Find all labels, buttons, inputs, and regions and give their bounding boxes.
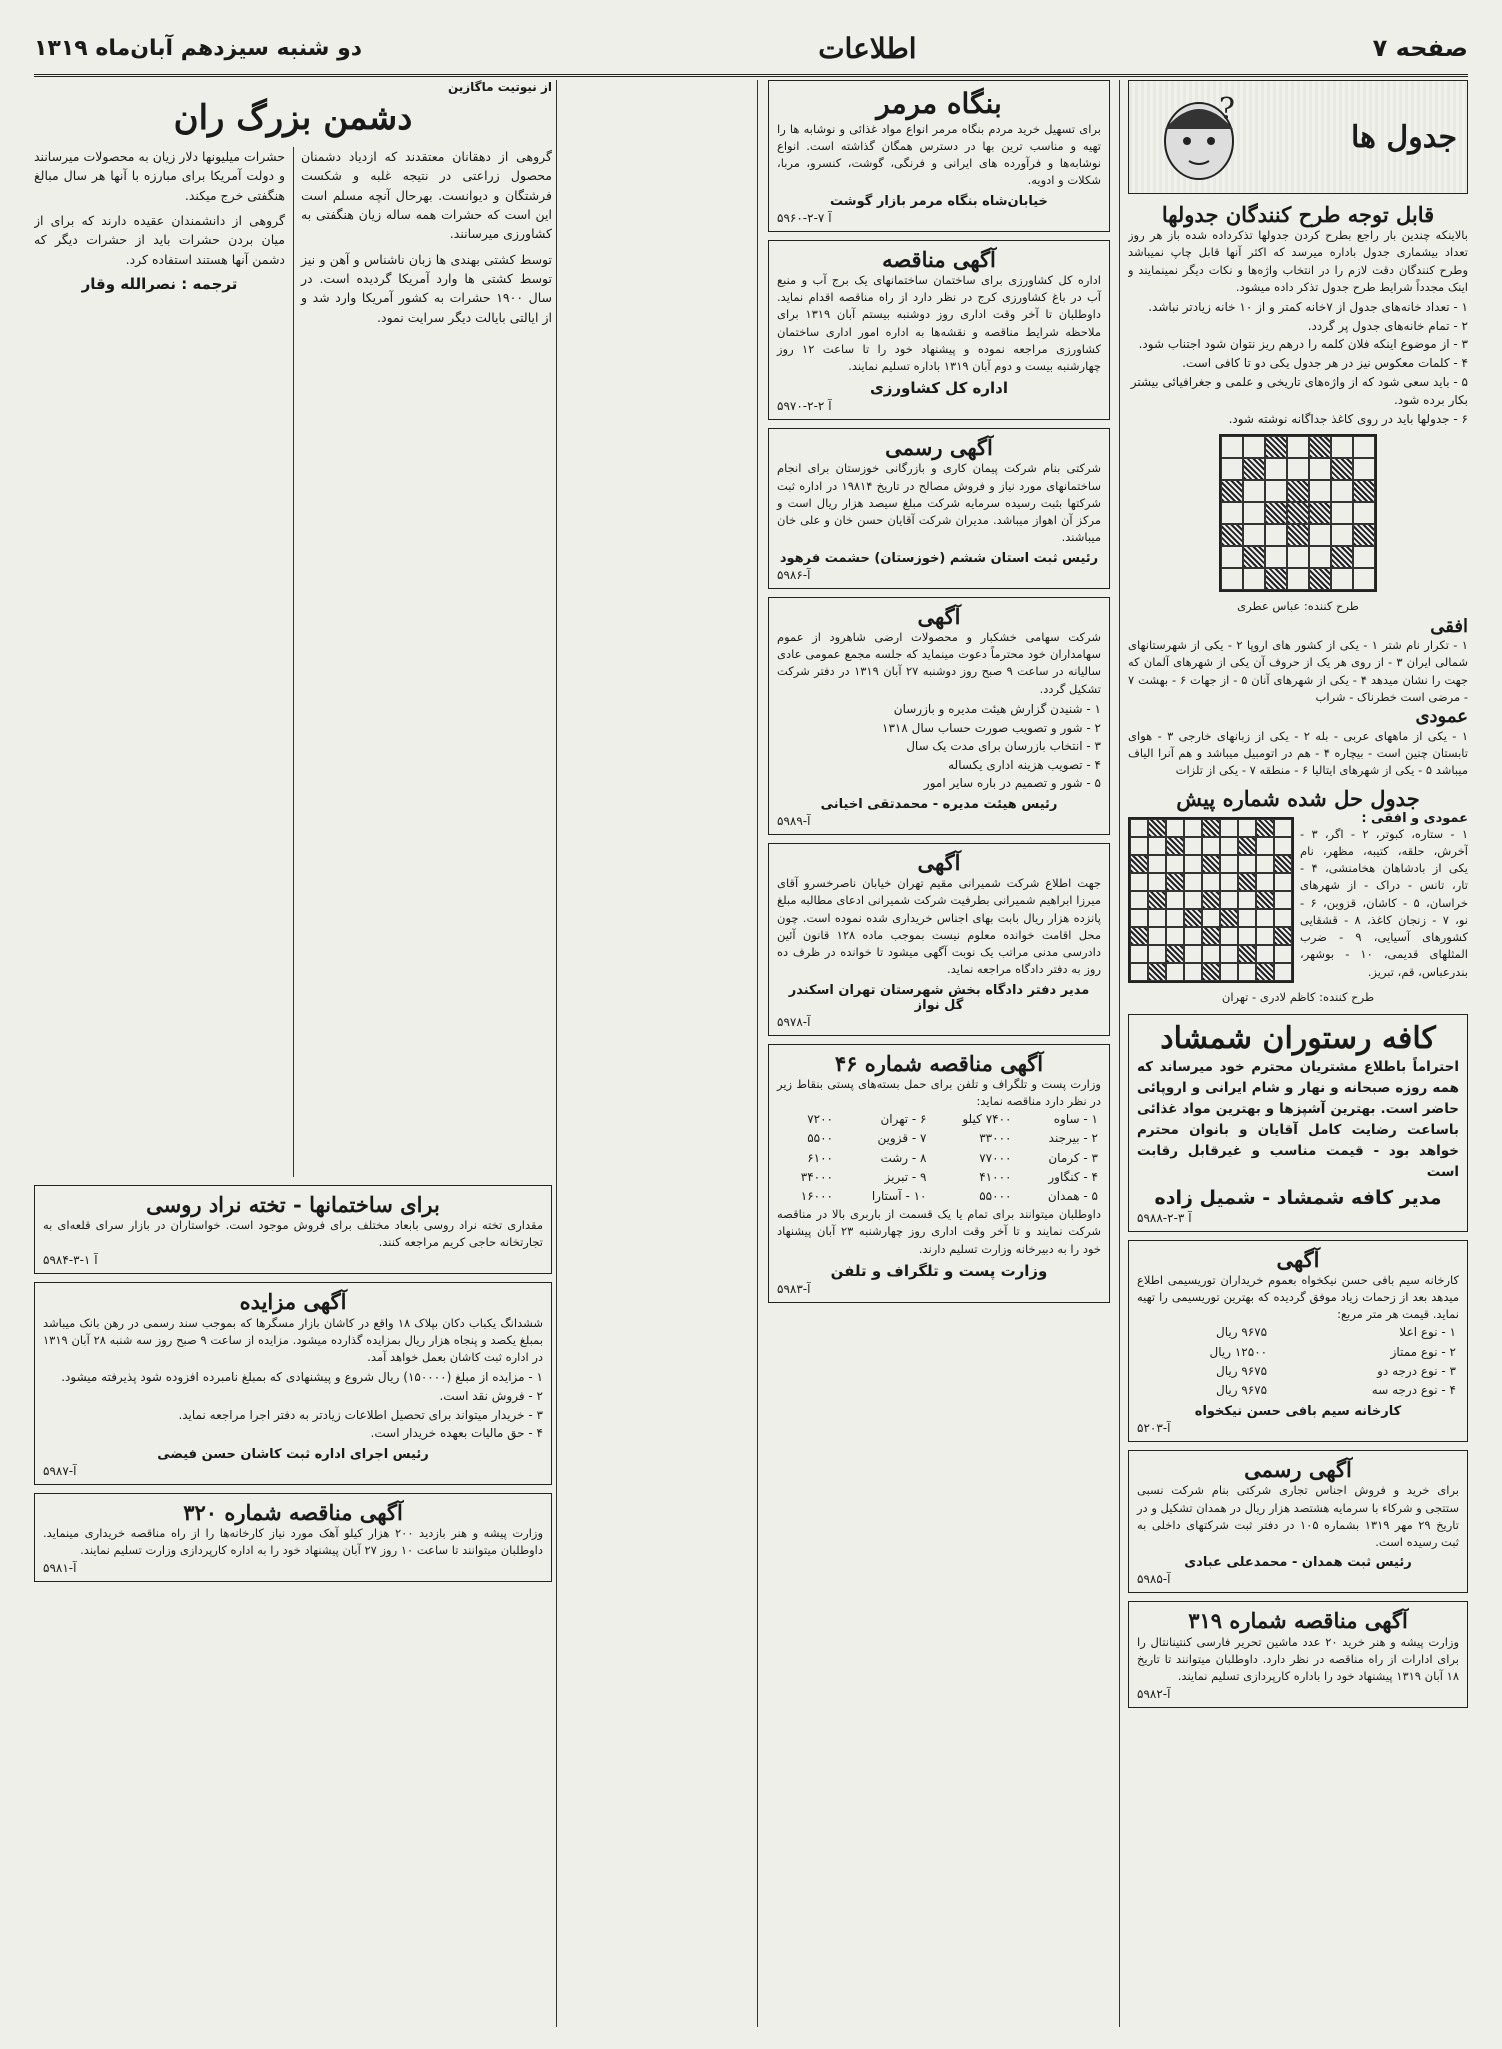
crossword-banner-title: جدول ها: [1351, 119, 1457, 155]
official-notice-2: [1128, 1450, 1468, 1593]
crossword-grid: [1219, 434, 1377, 592]
tender-46-signature: وزارت پست و تلگراف و تلفن: [830, 1261, 1048, 1280]
crossword-notice: [1128, 202, 1468, 428]
auction-term: ۴ - حق مالیات بعهده خریدار است.: [370, 1426, 543, 1441]
general-meeting-signature: رئیس هیئت مدیره - محمدتقی اخیانی: [820, 796, 1058, 812]
agriculture-tender-title: آگهی مناقصه: [882, 246, 996, 272]
shemirani-title: آگهی: [917, 849, 961, 875]
page-number: صفحه ۷: [1372, 34, 1468, 62]
agriculture-tender-code: ۵۹۷۰-آ ۲-۲: [777, 399, 832, 414]
agenda-item: ۳ - انتخاب بازرسان برای مدت یک سال: [906, 739, 1101, 754]
marble-title: بنگاه مرمر: [876, 87, 1002, 120]
article-paragraph: گروهی از دانشمندان عقیده دارند که برای از میان بردن حشرات باید از حشرات دیگر که دشمن آنها هستند استفاده کرد.: [34, 212, 285, 267]
cafe-body: احتراماً باطلاع مشتریان محترم خود میرساند که همه روزه صبحانه و نهار و شام ایرانی و اروپائی حاضر است. بهترین آشپزها و بهترین مواد غذائی باساعت رضایت کامل آقایان و بانوان محترم خواهد بود - قیمت مناسب و غیرقابل رقابت است: [1137, 1058, 1459, 1180]
official-notice-2-signature: رئیس ثبت همدان - محمدعلی عبادی: [1184, 1555, 1412, 1571]
solved-body: ۱ - ستاره، کبوتر، ۲ - اگر، ۳ - آخرش، حلقه، کتیبه، مظهر، نام یکی از بادشاهان هخامنشی، ۴ - تار، تانس - دراک - از شهرهای خراسان، ۵ - کاشان، قزوین، ۶ - نو، ۷ - زنجان کاغذ، ۸ - قشقایی کشورهای آسیایی، ۹ - ضرب المثلهای قدیمی، ۱۰ - بوشهر، بندرعباس، قم، تبریز.: [1300, 826, 1468, 979]
marble-address: خیابان‌شاه بنگاه مرمر بازار گوشت: [830, 193, 1048, 209]
agriculture-tender-signature: اداره کل کشاورزی: [870, 379, 1008, 398]
factory-body: کارخانه سیم بافی حسن نیکخواه بعموم خریداران توریسیمی اطلاع میدهد بعد از زحمات زیاد موفق گردیده که بهترین توریسیمی را تهیه نماید. قیمت هر متر مربع:: [1137, 1272, 1459, 1322]
article-body: [34, 147, 552, 1177]
horizontal-clues: ۱ - تکرار نام شتر ۱ - یکی از کشور های اروپا ۲ - یکی از شهرستانهای شمالی ایران ۳ - از روی هر یک از حروف آن یکی از شهرهای آلمان که جهت را نشان میدهد ۴ - یکی از شهرهای آنان ۵ - از جهات ۶ - بهشت ۷ - مرضی است خطرناک - شراب: [1128, 638, 1468, 704]
price-row: ۱ - نوع اعلا ۹۶۷۵ ریال: [1215, 1325, 1456, 1340]
solved-heading: عمودی و افقی :: [1361, 810, 1468, 826]
cafe-signature: مدیر کافه شمشاد - شمیل زاده: [1154, 1186, 1442, 1209]
solved-designer: طرح کننده: کاظم لادری - تهران: [1221, 989, 1375, 1004]
price-row: ۲ - نوع ممتاز ۱۲۵۰۰ ریال: [1209, 1344, 1456, 1359]
agenda-item: ۴ - تصویب هزینه اداری یکساله: [948, 757, 1101, 772]
notice-rule: ۱ - تعداد خانه‌های جدول از ۷خانه کمتر و از ۱۰ خانه زیادتر نباشد.: [1148, 300, 1468, 315]
auction-title: آگهی مزایده: [239, 1289, 347, 1315]
tender-46-code: ۵۹۸۳-آ: [777, 1281, 811, 1296]
tender-320-code: ۵۹۸۱-آ: [43, 1561, 77, 1576]
tender-320: [34, 1493, 552, 1583]
auction-signature: رئیس اجرای اداره ثبت کاشان حسن فیضی: [157, 1446, 429, 1462]
column-divider: [556, 80, 557, 2027]
shemirani-code: ۵۹۷۸-آ: [777, 1014, 811, 1029]
cafe-title: کافه رستوران شمشاد: [1160, 1020, 1436, 1056]
banner-face-illustration: [1139, 89, 1259, 185]
tender-319-title: آگهی مناقصه شماره ۳۱۹: [1188, 1608, 1408, 1634]
masthead: [34, 22, 1468, 77]
official-notice-signature: رئیس ثبت استان ششم (خوزستان) حشمت فرهود: [779, 550, 1099, 566]
factory-title: آگهی: [1276, 1246, 1320, 1272]
general-meeting: [768, 597, 1110, 835]
notice-rule: ۵ - باید سعی شود که از واژه‌های تاریخی و علمی و جغرافیائی بیشتر بکار برده شود.: [1130, 374, 1468, 408]
agriculture-tender-body: اداره کل کشاورزی برای ساختمان ساختمانهای یک برج آب و منبع آب در باغ کشاورزی کرج در نظر دارد از راه مناقصه اقدام نماید. داوطلبان تا آخر وقت اداری روز دوشنبه بیستم آبان ۱۳۱۹ برای ملاحظه شرایط مناقصه و نقشه‌ها به اداره امور اداری ساختمان کشاورزی مراجعه نموده و پیشنهاد خود را تا ساعت ۱۲ روز چهارشنبه بیست و دوم آبان ۱۳۱۹ باداره تسلیم نمایند.: [777, 272, 1101, 374]
shemirani-notice: [768, 843, 1110, 1036]
buildings-title: برای ساختمانها - تخته نراد روسی: [146, 1191, 440, 1217]
tender-46-intro: وزارت پست و تلگراف و تلفن برای حمل بسته‌های پستی بنقاط زیر در نظر دارد مناقصه نماید:: [777, 1076, 1101, 1108]
price-row: ۴ - نوع درجه سه ۹۶۷۵ ریال: [1215, 1383, 1456, 1397]
column-divider: [1119, 80, 1120, 2027]
paper-name: اطلاعات: [818, 31, 917, 65]
marble-body: برای تسهیل خرید مردم بنگاه مرمر انواع مواد غذائی و نوشابه ها را تهیه و مناسب ترین بها در دسترس همگان گذاشته است. انواع نوشابه‌ها و فرآورده های ایرانی و فرنگی، گوشت، کنسرو، مربا، شکلات و ادویه.: [777, 121, 1101, 188]
horizontal-heading: افقی: [1430, 615, 1468, 637]
table-row: ۲ - بیرجند ۳۳۰۰۰ ۷ - قزوین ۵۵۰۰: [807, 1131, 1098, 1146]
tender-319: [1128, 1601, 1468, 1708]
article-title: دشمن بزرگ ران: [173, 98, 413, 138]
official-notice-2-code: ۵۹۸۵-آ: [1137, 1572, 1171, 1587]
auction-term: ۲ - فروش نقد است.: [439, 1389, 543, 1404]
shemirani-body: جهت اطلاع شرکت شمیرانی مقیم تهران خیابان ناصرخسرو آقای میرزا ابراهیم شمیرانی بطرفیت شرکت شمیرانی ادعای مطالبه مبلغ پانزده هزار ریال بابت بهای اجناس خریداری شده نموده است. چون محل اقامت خوانده معلوم نیست بموجب ماده ۱۲۸ قانون آئین دادرسی مدنی مراتب یک نوبت آگهی میشود تا خوانده در ظرف ده روز به دفتر دادگاه مراجعه نماید.: [777, 876, 1101, 977]
tender-46-title: آگهی مناقصه شماره ۴۶: [834, 1050, 1044, 1076]
notice-rule: ۲ - تمام خانه‌های جدول پر گردد.: [1307, 318, 1468, 333]
tender-46-table: [777, 1110, 1101, 1206]
general-meeting-agenda: [777, 700, 1101, 793]
cafe-code: ۵۹۸۸-آ ۳-۲: [1137, 1210, 1192, 1225]
column-article: [34, 80, 552, 2027]
official-notice-title: آگهی رسمی: [885, 435, 993, 461]
agriculture-tender: [768, 240, 1110, 421]
table-row: ۴ - کنگاور ۴۱۰۰۰ ۹ - تبریز ۳۴۰۰۰: [800, 1169, 1098, 1184]
solved-title: جدول حل شده شماره پیش: [1176, 785, 1420, 811]
auction-term: ۳ - خریدار میتواند برای تحصیل اطلاعات زیادتر به دفتر اجرا مراجعه نماید.: [178, 1407, 543, 1422]
crossword-banner: [1128, 80, 1468, 194]
column-divider: [757, 80, 758, 2027]
agenda-item: ۵ - شور و تصمیم در باره سایر امور: [923, 776, 1101, 791]
auction-terms: [43, 1368, 543, 1442]
marble-code: ۵۹۶۰-آ ۷-۲: [777, 210, 832, 225]
price-row: ۳ - نوع درجه دو ۹۶۷۵ ریال: [1215, 1363, 1456, 1378]
general-meeting-title: آگهی: [917, 603, 961, 629]
table-row: ۱ - ساوه ۷۴۰۰ کیلو ۶ - تهران ۷۲۰۰: [807, 1112, 1098, 1127]
shemirani-signature: مدیر دفتر دادگاه بخش شهرستان تهران اسکندر گل نواز: [788, 982, 1090, 1013]
crossword-notice-title: قابل توجه طرح کنندگان جدولها: [1161, 202, 1435, 227]
notice-rule: ۳ - از موضوع اینکه فلان کلمه را درهم ریز نتوان شود اجتناب شود.: [1138, 337, 1468, 352]
crossword-designer: طرح کننده: عباس عطری: [1237, 599, 1359, 614]
crossword-notice-body: بالاینکه چندین بار راجع بطرح کردن جدولها تذکرداده شده باز هر روز تعداد بیشماری جدول باداره میرسد که اکثر آنها قابل چاپ نمیباشد وطرح کنندگان دقت لازم را در انتخاب واژه‌ها و نکات دیگر نمینمایند و اینک مجدداً شرایط طرح جدول تذکر داده میشود.: [1128, 228, 1468, 294]
auction-notice: [34, 1282, 552, 1484]
article-source: از نیوتیت ماگازین: [447, 80, 552, 94]
vertical-clues: ۱ - یکی از ماههای عربی - بله ۲ - یکی از زبانهای خارجی ۳ - هوای تابستان چنین است - بیچاره ۴ - هم در اتومبیل میباشد و هم آنرا الیاف میباشد ۵ - یکی از شهرهای ایتالیا ۶ - منطقه ۷ - یکی از تلزات: [1128, 728, 1468, 778]
article-translator: ترجمه : نصرالله وقار: [81, 275, 238, 294]
general-meeting-body: شرکت سهامی خشکبار و محصولات ارضی شاهرود از عموم سهامداران خود محترماً دعوت مینماید که جلسه مجمع عمومی عادی سالیانه در ساعت ۹ صبح روز دوشنبه ۲۷ آبان ۱۳۱۹ در دفتر شرکت تشکیل گردد.: [777, 629, 1102, 696]
notice-rule: ۶ - جدولها باید در روی کاغذ جداگانه نوشته شود.: [1228, 411, 1468, 426]
notice-rule: ۴ - کلمات معکوس نیز در هر جدول یکی دو تا کافی است.: [1182, 355, 1468, 370]
factory-notice: [1128, 1240, 1468, 1443]
solved-grid: [1128, 817, 1294, 983]
official-notice: [768, 428, 1110, 588]
tender-320-title: آگهی مناقصه شماره ۳۲۰: [183, 1499, 403, 1525]
factory-price-table: [1137, 1323, 1459, 1400]
svg-text:?: ?: [1218, 92, 1235, 127]
article-paragraph: گروهی از دهقانان معتقدند که ازدیاد دشمنان محصول زراعتی در نتیجه غلبه و شکست فرشتگان و دیوانست. بهرحال آنچه مسلم است این است که حشرات همه ساله زیان هنگفتی به کشاورزی میرسانند.: [301, 148, 552, 242]
official-notice-2-title: آگهی رسمی: [1244, 1457, 1352, 1483]
factory-code: ۵۲۰۳-آ: [1137, 1421, 1171, 1436]
table-row: ۵ - همدان ۵۵۰۰۰ ۱۰ - آستارا ۱۶۰۰۰: [800, 1189, 1098, 1203]
auction-term: ۱ - مزایده از مبلغ (۱۵۰۰۰۰) ریال شروع و پیشنهادی که بمبلغ نامبرده افزوده شود پذیرفته میشود.: [61, 1370, 543, 1385]
table-row: ۳ - کرمان ۷۷۰۰۰ ۸ - رشت ۶۱۰۰: [807, 1150, 1098, 1165]
tender-319-code: ۵۹۸۲-آ: [1137, 1687, 1171, 1702]
official-notice-2-body: برای خرید و فروش اجناس تجاری شرکتی بنام شرکت نسبی ستتجی و شرکاء با سرمایه هشتصد هزار ریال در همدان تشکیل و در تاریخ ۲۹ مهر ۱۳۱۹ بشماره ۱۰۵ در دفتر ثبت شرکتهای داخلی به ثبت رسیده است.: [1137, 1483, 1459, 1550]
buildings-ad: [34, 1185, 552, 1275]
article-paragraph: توسط کشتی بهندی ها زبان ناشناس و آهن و نیز توسط کشتی ها وارد آمریکا گردیده است. در سال ۱۹۰۰ حشرات به کشور آمریکا وارد شد و از ایالتی بایالت دیگر سرایت نمود.: [301, 251, 552, 325]
factory-signature: کارخانه سیم بافی حسن نیکخواه: [1194, 1404, 1402, 1420]
agenda-item: ۱ - شنیدن گزارش هیئت مدیره و بازرسان: [893, 701, 1101, 716]
column-crossword: [1128, 80, 1468, 2027]
column-notices: [768, 80, 1110, 2027]
auction-body: ششدانگ یکباب دکان بپلاک ۱۸ واقع در کاشان بازار مسگرها که بموجب سند رسمی در رهن بانک میباشد بمبلغ یکصد و پنجاه هزار ریال بمزایده گذارده میشود. مزایده از ساعت ۹ صبح روز سه شنبه ۲۸ آبان ۱۳۱۹ در اداره ثبت کاشان بعمل خواهد آمد.: [43, 1315, 544, 1365]
tender-320-body: وزارت پیشه و هنر بازدید ۲۰۰ هزار کیلو آهک مورد نیاز کارخانه‌ها را از راه مناقصه خریداری مینماید. داوطلبان میتوانند تا ساعت ۱۰ روز ۲۷ آبان پیشنهاد خود را به اداره کارپردازی وزارت تسلیم نمایند.: [43, 1525, 543, 1558]
auction-code: ۵۹۸۷-آ: [43, 1463, 77, 1478]
general-meeting-code: ۵۹۸۹-آ: [777, 813, 811, 828]
official-notice-code: ۵۹۸۶-آ: [777, 567, 811, 582]
article-paragraph: حشرات میلیونها دلار زیان به محصولات میرسانند و دولت آمریکا برای مبارزه با آنها هر سال مبالغ هنگفتی خرج میکند.: [34, 148, 285, 203]
marble-ad: [768, 80, 1110, 232]
official-notice-body: شرکتی بنام شرکت پیمان کاری و بازرگانی خوزستان برای انجام ساختمانهای مورد نیاز و فروش مصالح در تاریخ ۱۹۸۱۴ در اداره ثبت شرکتها بثبت رسیده سرمایه شرکت مبلغ سیصد هزار ریال است و مرکز آن اهواز میباشد. مدیران شرکت آقایان حسن خان و علی خان میباشند.: [777, 461, 1101, 545]
buildings-code: ۵۹۸۴-آ ۱-۳: [43, 1253, 98, 1268]
agenda-item: ۲ - شور و تصویب صورت حساب سال ۱۳۱۸: [882, 720, 1101, 735]
tender-46: [768, 1044, 1110, 1303]
issue-date: دو شنبه سیزدهم آبان‌ماه ۱۳۱۹: [34, 35, 363, 61]
vertical-heading: عمودی: [1415, 706, 1468, 728]
cafe-ad: [1128, 1014, 1468, 1232]
tender-319-body: وزارت پیشه و هنر خرید ۲۰ عدد ماشین تحریر فارسی کنتینانتال را برای ادارات از راه مناقصه در نظر دارد. داوطلبان میتوانند تا تاریخ ۱۸ آبان ۱۳۱۹ پیشنهاد خود را باداره کارپردازی تسلیم نمایند.: [1137, 1634, 1460, 1684]
buildings-body: مقداری تخته نراد روسی بابعاد مختلف برای فروش موجود است. خواستاران در بازار سرای قلعه‌ای به تجارتخانه حاجی کریم مراجعه کنند.: [43, 1217, 543, 1250]
tender-46-body: داوطلبان میتوانند برای تمام یا یک قسمت از باربری بالا در مناقصه شرکت نمایند و تا آخر وقت اداری روز چهارشنبه ۲۳ آبان پیشنهاد خود را به دبیرخانه وزارت تسلیم دارند.: [777, 1207, 1101, 1256]
